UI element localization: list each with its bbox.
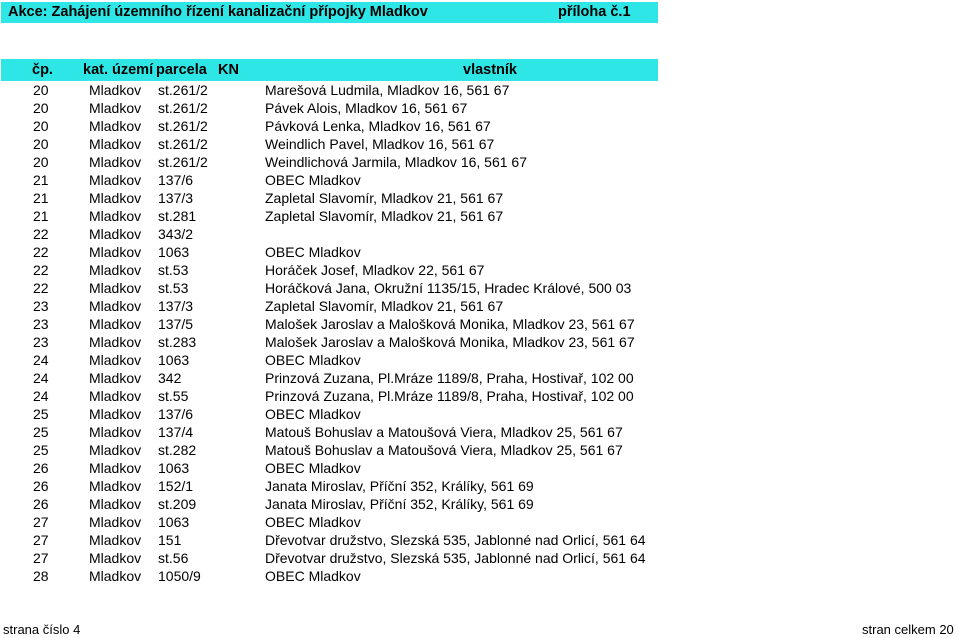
cell-kat-uzemi: Mladkov	[89, 460, 142, 476]
cell-kat-uzemi: Mladkov	[89, 334, 142, 350]
cell-vlastnik: Dřevotvar družstvo, Slezská 535, Jablonné nad Orlicí, 561 64	[265, 550, 646, 566]
cell-parcela: 137/3	[158, 190, 194, 206]
table-row	[0, 315, 700, 333]
cell-parcela: st.53	[158, 262, 189, 278]
attachment-label: příloha č.1	[558, 4, 631, 20]
cell-kat-uzemi: Mladkov	[89, 568, 142, 584]
cell-cislo-popisne: 21	[33, 208, 49, 224]
cell-parcela: 137/3	[158, 298, 194, 314]
cell-cislo-popisne: 23	[33, 334, 49, 350]
table-row	[0, 369, 700, 387]
table-row	[0, 135, 700, 153]
cell-kat-uzemi: Mladkov	[89, 280, 142, 296]
footer-page-label: strana číslo	[3, 622, 70, 637]
table-row	[0, 513, 700, 531]
cell-parcela: st.209	[158, 496, 197, 512]
footer-total-label: stran celkem	[862, 622, 936, 637]
cell-vlastnik: Janata Miroslav, Příční 352, Králíky, 561 69	[265, 478, 534, 494]
cell-cislo-popisne: 22	[33, 226, 49, 242]
cell-cislo-popisne: 22	[33, 244, 49, 260]
header-kat-uzemi: kat. území	[83, 62, 154, 78]
cell-parcela: 1063	[158, 244, 190, 260]
cell-kat-uzemi: Mladkov	[89, 262, 142, 278]
cell-parcela: 1063	[158, 460, 190, 476]
cell-parcela: 1050/9	[158, 568, 201, 584]
cell-parcela: st.56	[158, 550, 189, 566]
cell-kat-uzemi: Mladkov	[89, 478, 142, 494]
cell-parcela: 137/6	[158, 406, 194, 422]
table-row	[0, 171, 700, 189]
cell-vlastnik: Malošek Jaroslav a Malošková Monika, Mladkov 23, 561 67	[265, 316, 635, 332]
cell-kat-uzemi: Mladkov	[89, 226, 142, 242]
footer-page-total	[862, 622, 954, 638]
cell-cislo-popisne: 27	[33, 514, 49, 530]
cell-parcela: st.281	[158, 208, 197, 224]
table-row	[0, 441, 700, 459]
cell-parcela: 1063	[158, 514, 190, 530]
cell-parcela: 342	[158, 370, 182, 386]
cell-parcela: 137/6	[158, 172, 194, 188]
table-row	[0, 117, 700, 135]
cell-parcela: 137/5	[158, 316, 194, 332]
cell-parcela: st.261/2	[158, 118, 208, 134]
table-row	[0, 261, 700, 279]
cell-vlastnik: OBEC Mladkov	[265, 172, 361, 188]
table-header	[1, 59, 658, 81]
cell-parcela: 151	[158, 532, 182, 548]
cell-kat-uzemi: Mladkov	[89, 496, 142, 512]
cell-cislo-popisne: 24	[33, 352, 49, 368]
cell-vlastnik: Prinzová Zuzana, Pl.Mráze 1189/8, Praha, Hostivař, 102 00	[265, 370, 634, 386]
cell-cislo-popisne: 20	[33, 100, 49, 116]
document-title: Akce: Zahájení územního řízení kanalizační přípojky Mladkov	[8, 4, 428, 20]
cell-vlastnik: Malošek Jaroslav a Malošková Monika, Mladkov 23, 561 67	[265, 334, 635, 350]
cell-kat-uzemi: Mladkov	[89, 154, 142, 170]
table-row	[0, 549, 700, 567]
cell-vlastnik: Zapletal Slavomír, Mladkov 21, 561 67	[265, 298, 504, 314]
cell-kat-uzemi: Mladkov	[89, 406, 142, 422]
cell-vlastnik: OBEC Mladkov	[265, 406, 361, 422]
cell-cislo-popisne: 20	[33, 118, 49, 134]
table-row	[0, 153, 700, 171]
cell-parcela: st.282	[158, 442, 197, 458]
cell-cislo-popisne: 22	[33, 262, 49, 278]
table-row	[0, 333, 700, 351]
table-row	[0, 99, 700, 117]
cell-kat-uzemi: Mladkov	[89, 370, 142, 386]
cell-parcela: st.55	[158, 388, 189, 404]
cell-kat-uzemi: Mladkov	[89, 136, 142, 152]
cell-cislo-popisne: 24	[33, 388, 49, 404]
cell-cislo-popisne: 20	[33, 82, 49, 98]
cell-kat-uzemi: Mladkov	[89, 352, 142, 368]
cell-parcela: st.261/2	[158, 154, 208, 170]
cell-kat-uzemi: Mladkov	[89, 514, 142, 530]
cell-vlastnik: OBEC Mladkov	[265, 244, 361, 260]
owners-table-body	[0, 81, 700, 585]
cell-kat-uzemi: Mladkov	[89, 208, 142, 224]
cell-cislo-popisne: 26	[33, 478, 49, 494]
cell-vlastnik: Horáček Josef, Mladkov 22, 561 67	[265, 262, 485, 278]
cell-vlastnik: Zapletal Slavomír, Mladkov 21, 561 67	[265, 208, 504, 224]
cell-kat-uzemi: Mladkov	[89, 532, 142, 548]
cell-parcela: st.261/2	[158, 136, 208, 152]
cell-vlastnik: Pávek Alois, Mladkov 16, 561 67	[265, 100, 468, 116]
cell-cislo-popisne: 24	[33, 370, 49, 386]
cell-vlastnik: Horáčková Jana, Okružní 1135/15, Hradec Králové, 500 03	[265, 280, 632, 296]
cell-kat-uzemi: Mladkov	[89, 244, 142, 260]
cell-vlastnik: Weindlich Pavel, Mladkov 16, 561 67	[265, 136, 495, 152]
cell-vlastnik: Janata Miroslav, Příční 352, Králíky, 561 69	[265, 496, 534, 512]
footer-total-value: 20	[939, 622, 954, 637]
header-cislo-popisne: čp.	[32, 62, 53, 78]
cell-cislo-popisne: 25	[33, 442, 49, 458]
cell-vlastnik: Zapletal Slavomír, Mladkov 21, 561 67	[265, 190, 504, 206]
cell-parcela: st.261/2	[158, 82, 208, 98]
cell-cislo-popisne: 27	[33, 532, 49, 548]
table-row	[0, 243, 700, 261]
table-row	[0, 351, 700, 369]
table-row	[0, 423, 700, 441]
cell-vlastnik: Weindlichová Jarmila, Mladkov 16, 561 67	[265, 154, 527, 170]
cell-kat-uzemi: Mladkov	[89, 316, 142, 332]
cell-parcela: st.53	[158, 280, 189, 296]
cell-vlastnik: Dřevotvar družstvo, Slezská 535, Jablonné nad Orlicí, 561 64	[265, 532, 646, 548]
cell-cislo-popisne: 21	[33, 172, 49, 188]
cell-cislo-popisne: 26	[33, 496, 49, 512]
table-row	[0, 531, 700, 549]
cell-vlastnik: Matouš Bohuslav a Matoušová Viera, Mladkov 25, 561 67	[265, 424, 623, 440]
cell-kat-uzemi: Mladkov	[89, 442, 142, 458]
table-row	[0, 567, 700, 585]
table-row	[0, 495, 700, 513]
cell-kat-uzemi: Mladkov	[89, 388, 142, 404]
cell-kat-uzemi: Mladkov	[89, 298, 142, 314]
header-parcela: parcela	[156, 62, 207, 78]
cell-vlastnik: Matouš Bohuslav a Matoušová Viera, Mladkov 25, 561 67	[265, 442, 623, 458]
header-vlastnik: vlastník	[463, 62, 517, 78]
cell-cislo-popisne: 21	[33, 190, 49, 206]
table-row	[0, 387, 700, 405]
table-row	[0, 459, 700, 477]
cell-cislo-popisne: 22	[33, 280, 49, 296]
table-row	[0, 81, 700, 99]
cell-kat-uzemi: Mladkov	[89, 100, 142, 116]
cell-vlastnik: Prinzová Zuzana, Pl.Mráze 1189/8, Praha, Hostivař, 102 00	[265, 388, 634, 404]
cell-kat-uzemi: Mladkov	[89, 550, 142, 566]
cell-parcela: st.261/2	[158, 100, 208, 116]
cell-parcela: 343/2	[158, 226, 194, 242]
cell-parcela: 152/1	[158, 478, 194, 494]
table-row	[0, 297, 700, 315]
cell-kat-uzemi: Mladkov	[89, 82, 142, 98]
cell-cislo-popisne: 20	[33, 154, 49, 170]
cell-cislo-popisne: 23	[33, 316, 49, 332]
table-row	[0, 189, 700, 207]
cell-vlastnik: OBEC Mladkov	[265, 460, 361, 476]
cell-kat-uzemi: Mladkov	[89, 424, 142, 440]
cell-cislo-popisne: 25	[33, 406, 49, 422]
cell-cislo-popisne: 26	[33, 460, 49, 476]
cell-vlastnik: OBEC Mladkov	[265, 352, 361, 368]
cell-vlastnik: Pávková Lenka, Mladkov 16, 561 67	[265, 118, 491, 134]
table-row	[0, 207, 700, 225]
cell-parcela: st.283	[158, 334, 197, 350]
cell-kat-uzemi: Mladkov	[89, 190, 142, 206]
cell-cislo-popisne: 25	[33, 424, 49, 440]
table-row	[0, 477, 700, 495]
footer-page-number	[3, 622, 80, 638]
header-kn: KN	[218, 62, 239, 78]
cell-vlastnik: OBEC Mladkov	[265, 514, 361, 530]
table-row	[0, 225, 700, 243]
table-row	[0, 279, 700, 297]
cell-vlastnik: OBEC Mladkov	[265, 568, 361, 584]
footer-page-value: 4	[73, 622, 81, 637]
cell-cislo-popisne: 20	[33, 136, 49, 152]
cell-parcela: 1063	[158, 352, 190, 368]
cell-kat-uzemi: Mladkov	[89, 118, 142, 134]
cell-kat-uzemi: Mladkov	[89, 172, 142, 188]
table-row	[0, 405, 700, 423]
cell-cislo-popisne: 28	[33, 568, 49, 584]
cell-parcela: 137/4	[158, 424, 194, 440]
cell-cislo-popisne: 23	[33, 298, 49, 314]
cell-vlastnik: Marešová Ludmila, Mladkov 16, 561 67	[265, 82, 510, 98]
document-title-bar	[1, 2, 658, 23]
cell-cislo-popisne: 27	[33, 550, 49, 566]
